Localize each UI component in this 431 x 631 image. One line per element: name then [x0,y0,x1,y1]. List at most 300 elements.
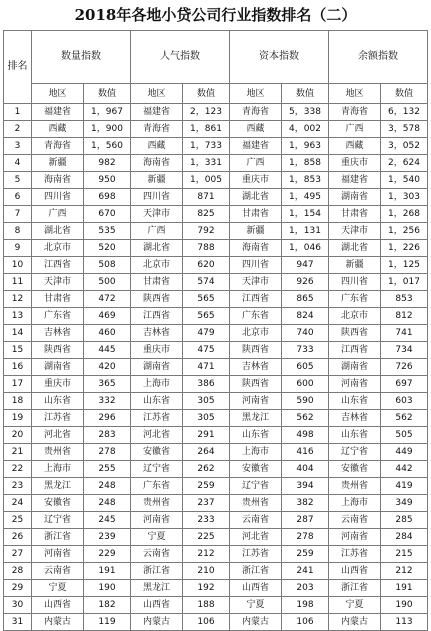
region-cell: 西藏 [329,138,381,155]
region-cell: 贵州省 [131,495,183,512]
region-cell: 天津市 [131,206,183,223]
value-cell: 947 [282,257,329,274]
rank-cell: 3 [4,138,32,155]
value-cell: 264 [183,444,230,461]
rank-cell: 30 [4,597,32,614]
value-cell: 471 [183,359,230,376]
value-cell: 505 [381,427,428,444]
region-cell: 湖北省 [131,240,183,257]
region-cell: 四川省 [32,189,84,206]
value-cell: 278 [84,444,131,461]
table-row [4,614,428,631]
region-cell: 重庆市 [230,172,282,189]
region-cell: 吉林省 [32,325,84,342]
value-header: 数值 [282,84,329,104]
value-cell: 3，578 [381,121,428,138]
table-row [4,155,428,172]
value-cell: 1，268 [381,206,428,223]
table-row [4,495,428,512]
region-header: 地区 [230,84,282,104]
value-cell: 574 [183,274,230,291]
region-cell: 上海市 [32,461,84,478]
region-cell: 北京市 [32,240,84,257]
value-cell: 1，861 [183,121,230,138]
region-cell: 西藏 [230,121,282,138]
rank-cell: 2 [4,121,32,138]
value-cell: 255 [84,461,131,478]
region-cell: 广西 [131,223,183,240]
value-cell: 1，005 [183,172,230,189]
rank-cell: 31 [4,614,32,631]
rank-cell: 16 [4,359,32,376]
table-row [4,580,428,597]
value-cell: 365 [84,376,131,393]
region-cell: 甘肃省 [32,291,84,308]
value-cell: 225 [183,529,230,546]
rank-cell: 11 [4,274,32,291]
region-cell: 陕西省 [329,325,381,342]
region-cell: 江苏省 [230,546,282,563]
value-cell: 283 [84,427,131,444]
rank-cell: 17 [4,376,32,393]
value-cell: 386 [183,376,230,393]
value-cell: 188 [183,597,230,614]
value-cell: 449 [381,444,428,461]
region-header: 地区 [329,84,381,104]
region-cell: 广东省 [230,308,282,325]
region-cell: 甘肃省 [131,274,183,291]
table-row [4,325,428,342]
value-cell: 241 [282,563,329,580]
value-cell: 6，132 [381,104,428,121]
value-cell: 1，331 [183,155,230,172]
value-cell: 182 [84,597,131,614]
region-cell: 河北省 [131,427,183,444]
rank-cell: 7 [4,206,32,223]
table-row [4,410,428,427]
region-cell: 河南省 [329,529,381,546]
page-title: 2018年各地小贷公司行业指数排名（二） [74,6,357,24]
region-cell: 重庆市 [329,155,381,172]
table-subheader-row [4,84,428,104]
value-cell: 562 [381,410,428,427]
table-row [4,597,428,614]
region-cell: 宁夏 [32,580,84,597]
region-cell: 四川省 [230,257,282,274]
region-cell: 青海省 [131,121,183,138]
region-cell: 陕西省 [131,291,183,308]
region-cell: 广东省 [329,291,381,308]
value-cell: 1，540 [381,172,428,189]
value-cell: 106 [282,614,329,631]
value-cell: 1，495 [282,189,329,206]
ranking-table [3,30,428,631]
region-cell: 天津市 [230,274,282,291]
popularity-index-header: 人气指数 [131,31,230,84]
region-cell: 广西 [230,155,282,172]
rank-cell: 8 [4,223,32,240]
region-cell: 山东省 [230,427,282,444]
region-cell: 海南省 [131,155,183,172]
region-cell: 山东省 [329,393,381,410]
region-cell: 广西 [32,206,84,223]
rank-cell: 15 [4,342,32,359]
value-cell: 248 [84,478,131,495]
rank-cell: 22 [4,461,32,478]
region-cell: 湖南省 [329,359,381,376]
table-row [4,240,428,257]
region-cell: 内蒙古 [230,614,282,631]
table-row [4,478,428,495]
value-cell: 3，052 [381,138,428,155]
region-cell: 安徽省 [131,444,183,461]
value-cell: 284 [381,529,428,546]
region-cell: 海南省 [32,172,84,189]
region-cell: 山西省 [230,580,282,597]
region-cell: 黑龙江 [32,478,84,495]
value-cell: 1，733 [183,138,230,155]
region-cell: 贵州省 [32,444,84,461]
value-cell: 535 [84,223,131,240]
region-cell: 河南省 [329,376,381,393]
value-cell: 113 [381,614,428,631]
rank-cell: 18 [4,393,32,410]
region-cell: 河北省 [230,529,282,546]
region-cell: 浙江省 [329,580,381,597]
region-cell: 四川省 [329,274,381,291]
region-cell: 河南省 [230,393,282,410]
region-cell: 山西省 [131,597,183,614]
value-header: 数值 [183,84,230,104]
capital-index-header: 资本指数 [230,31,329,84]
region-cell: 吉林省 [329,410,381,427]
rank-cell: 29 [4,580,32,597]
value-cell: 605 [282,359,329,376]
region-cell: 安徽省 [230,461,282,478]
value-cell: 603 [381,393,428,410]
region-cell: 江西省 [32,257,84,274]
ranking-table-body [4,31,428,631]
value-cell: 394 [282,478,329,495]
region-cell: 北京市 [230,325,282,342]
region-cell: 青海省 [230,104,282,121]
table-row [4,308,428,325]
table-row [4,291,428,308]
region-cell: 云南省 [32,563,84,580]
value-cell: 210 [183,563,230,580]
value-cell: 237 [183,495,230,512]
region-cell: 云南省 [131,546,183,563]
region-cell: 湖北省 [329,240,381,257]
region-cell: 广西 [329,121,381,138]
rank-cell: 4 [4,155,32,172]
value-cell: 262 [183,461,230,478]
value-cell: 740 [282,325,329,342]
region-cell: 新疆 [131,172,183,189]
value-cell: 278 [282,529,329,546]
value-cell: 190 [381,597,428,614]
value-cell: 1，900 [84,121,131,138]
value-cell: 788 [183,240,230,257]
quantity-index-header: 数量指数 [32,31,131,84]
value-cell: 950 [84,172,131,189]
value-cell: 229 [84,546,131,563]
region-cell: 宁夏 [131,529,183,546]
region-cell: 新疆 [230,223,282,240]
region-cell: 江苏省 [131,410,183,427]
region-cell: 山东省 [131,393,183,410]
region-cell: 上海市 [329,495,381,512]
value-cell: 1，560 [84,138,131,155]
region-cell: 新疆 [32,155,84,172]
region-cell: 天津市 [32,274,84,291]
region-cell: 内蒙古 [32,614,84,631]
value-cell: 2，624 [381,155,428,172]
region-cell: 湖北省 [230,189,282,206]
rank-cell: 14 [4,325,32,342]
value-cell: 419 [381,478,428,495]
rank-header: 排名 [4,31,32,104]
value-cell: 479 [183,325,230,342]
value-cell: 291 [183,427,230,444]
region-cell: 黑龙江 [230,410,282,427]
table-row [4,461,428,478]
value-cell: 600 [282,376,329,393]
value-cell: 475 [183,342,230,359]
rank-cell: 21 [4,444,32,461]
region-cell: 湖南省 [131,359,183,376]
region-cell: 福建省 [329,172,381,189]
value-cell: 404 [282,461,329,478]
table-row [4,342,428,359]
value-cell: 460 [84,325,131,342]
region-cell: 广东省 [32,308,84,325]
value-cell: 239 [84,529,131,546]
value-cell: 191 [381,580,428,597]
rank-cell: 13 [4,308,32,325]
table-row [4,359,428,376]
region-cell: 宁夏 [329,597,381,614]
region-cell: 浙江省 [32,529,84,546]
region-cell: 青海省 [32,138,84,155]
value-header: 数值 [84,84,131,104]
value-cell: 215 [381,546,428,563]
value-cell: 445 [84,342,131,359]
value-cell: 245 [84,512,131,529]
region-cell: 江西省 [329,342,381,359]
value-cell: 697 [381,376,428,393]
value-cell: 192 [183,580,230,597]
region-cell: 吉林省 [131,325,183,342]
value-cell: 726 [381,359,428,376]
value-cell: 212 [183,546,230,563]
region-cell: 陕西省 [230,342,282,359]
value-cell: 1，017 [381,274,428,291]
rank-cell: 5 [4,172,32,189]
value-cell: 198 [282,597,329,614]
value-cell: 472 [84,291,131,308]
region-cell: 吉林省 [230,359,282,376]
table-row [4,223,428,240]
table-row [4,121,428,138]
region-cell: 广东省 [131,478,183,495]
value-cell: 259 [282,546,329,563]
region-cell: 北京市 [329,308,381,325]
value-cell: 1，967 [84,104,131,121]
table-row [4,563,428,580]
value-cell: 416 [282,444,329,461]
balance-index-header: 余额指数 [329,31,428,84]
region-cell: 内蒙古 [329,614,381,631]
value-cell: 287 [282,512,329,529]
value-cell: 670 [84,206,131,223]
table-group-header-row [4,31,428,84]
value-cell: 1，226 [381,240,428,257]
rank-cell: 20 [4,427,32,444]
value-cell: 824 [282,308,329,325]
table-row [4,206,428,223]
value-cell: 285 [381,512,428,529]
region-cell: 安徽省 [329,461,381,478]
value-cell: 190 [84,580,131,597]
table-row [4,104,428,121]
rank-cell: 19 [4,410,32,427]
value-cell: 926 [282,274,329,291]
value-cell: 248 [84,495,131,512]
region-cell: 浙江省 [131,563,183,580]
value-cell: 212 [381,563,428,580]
region-cell: 陕西省 [32,342,84,359]
region-cell: 山东省 [329,427,381,444]
region-cell: 北京市 [131,257,183,274]
value-cell: 500 [84,274,131,291]
value-cell: 349 [381,495,428,512]
region-cell: 浙江省 [230,563,282,580]
table-row [4,172,428,189]
region-cell: 陕西省 [230,376,282,393]
region-cell: 宁夏 [230,597,282,614]
table-row [4,189,428,206]
region-cell: 辽宁省 [131,461,183,478]
value-cell: 296 [84,410,131,427]
value-cell: 233 [183,512,230,529]
table-row [4,427,428,444]
region-cell: 江西省 [131,308,183,325]
value-cell: 498 [282,427,329,444]
value-cell: 5，338 [282,104,329,121]
value-cell: 1，046 [282,240,329,257]
region-cell: 贵州省 [230,495,282,512]
region-cell: 辽宁省 [230,478,282,495]
region-cell: 四川省 [131,189,183,206]
value-cell: 565 [183,291,230,308]
table-row [4,529,428,546]
value-cell: 741 [381,325,428,342]
value-cell: 734 [381,342,428,359]
region-cell: 山东省 [32,393,84,410]
rank-cell: 12 [4,291,32,308]
region-cell: 福建省 [131,104,183,121]
region-cell: 江苏省 [329,546,381,563]
table-row [4,376,428,393]
value-cell: 203 [282,580,329,597]
region-cell: 云南省 [329,512,381,529]
region-cell: 重庆市 [131,342,183,359]
value-cell: 1，853 [282,172,329,189]
region-cell: 云南省 [230,512,282,529]
region-cell: 河南省 [131,512,183,529]
region-cell: 河南省 [32,546,84,563]
value-cell: 1，256 [381,223,428,240]
value-cell: 4，002 [282,121,329,138]
value-cell: 2，123 [183,104,230,121]
value-cell: 620 [183,257,230,274]
value-cell: 1，858 [282,155,329,172]
region-cell: 贵州省 [329,478,381,495]
rank-cell: 9 [4,240,32,257]
rank-cell: 27 [4,546,32,563]
value-cell: 590 [282,393,329,410]
value-cell: 825 [183,206,230,223]
region-cell: 辽宁省 [329,444,381,461]
value-cell: 520 [84,240,131,257]
value-cell: 562 [282,410,329,427]
region-cell: 甘肃省 [329,206,381,223]
value-cell: 305 [183,410,230,427]
region-cell: 上海市 [230,444,282,461]
value-cell: 382 [282,495,329,512]
rank-cell: 28 [4,563,32,580]
value-cell: 565 [183,308,230,325]
region-cell: 天津市 [329,223,381,240]
value-cell: 469 [84,308,131,325]
region-cell: 上海市 [131,376,183,393]
rank-cell: 10 [4,257,32,274]
region-cell: 安徽省 [32,495,84,512]
table-row [4,138,428,155]
region-cell: 黑龙江 [131,580,183,597]
rank-cell: 24 [4,495,32,512]
value-cell: 812 [381,308,428,325]
value-cell: 305 [183,393,230,410]
region-cell: 甘肃省 [230,206,282,223]
table-row [4,393,428,410]
value-cell: 259 [183,478,230,495]
value-cell: 792 [183,223,230,240]
value-cell: 508 [84,257,131,274]
region-cell: 江西省 [230,291,282,308]
value-cell: 733 [282,342,329,359]
value-cell: 191 [84,563,131,580]
value-cell: 1，303 [381,189,428,206]
region-cell: 福建省 [32,104,84,121]
value-cell: 865 [282,291,329,308]
value-cell: 420 [84,359,131,376]
region-cell: 湖南省 [329,189,381,206]
region-cell: 新疆 [329,257,381,274]
value-cell: 1，963 [282,138,329,155]
value-cell: 119 [84,614,131,631]
region-cell: 西藏 [32,121,84,138]
region-cell: 辽宁省 [32,512,84,529]
rank-cell: 26 [4,529,32,546]
region-header: 地区 [131,84,183,104]
value-cell: 698 [84,189,131,206]
table-row [4,274,428,291]
region-cell: 海南省 [230,240,282,257]
region-header: 地区 [32,84,84,104]
region-cell: 湖南省 [32,359,84,376]
